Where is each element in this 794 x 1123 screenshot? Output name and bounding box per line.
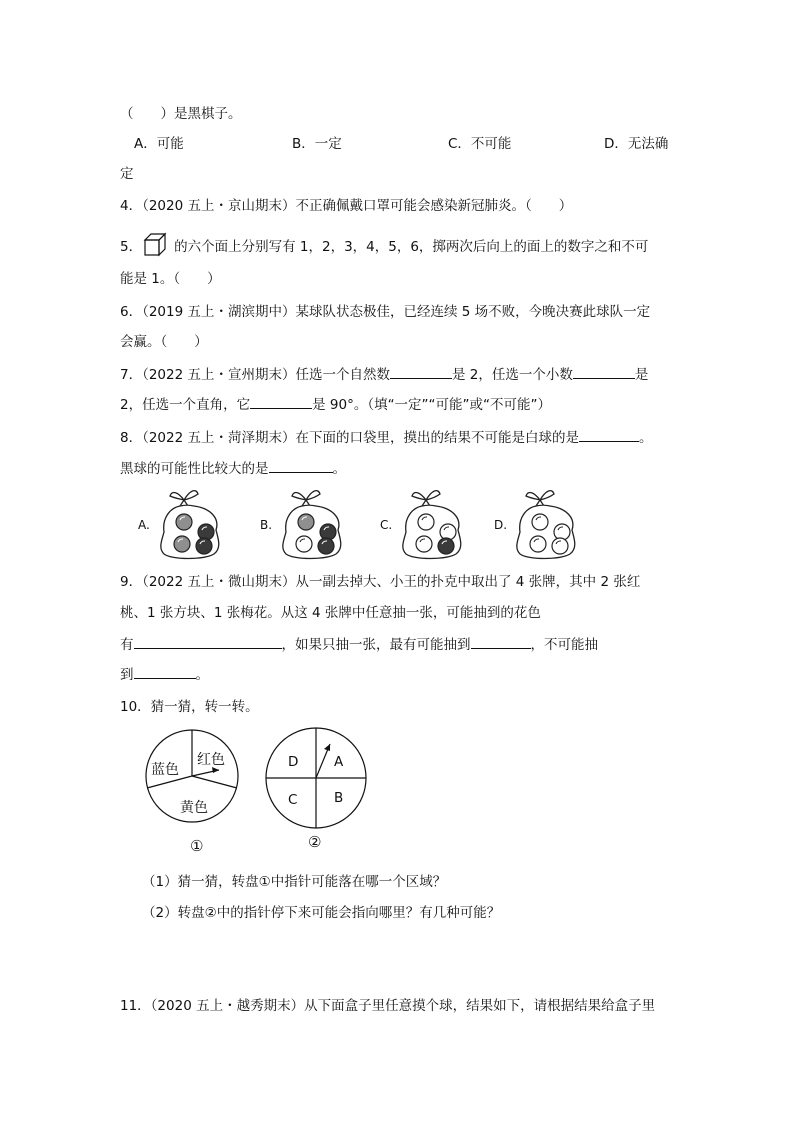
- q9-line2: 桃、1 张方块、1 张梅花。从这 4 张牌中任意抽一张，可能抽到的花色: [120, 605, 541, 621]
- spinner-1-region-blue: 蓝色: [151, 762, 179, 778]
- q8-blank-2[interactable]: [269, 458, 333, 473]
- q4-text: 4．（2020 五上・京山期末）不正确佩戴口罩可能会感染新冠肺炎。（ ）: [120, 198, 573, 214]
- ball-gray: [298, 514, 314, 530]
- q6-line2: 会赢。（ ）: [120, 334, 208, 350]
- q10-sub-question-1: （1）猜一猜，转盘①中指针可能落在哪一个区域？: [142, 874, 447, 890]
- bag-c[interactable]: [396, 484, 466, 560]
- spinner-2-region-d: D: [288, 754, 299, 770]
- ball-white: [418, 514, 434, 530]
- q5-number: 5．: [120, 239, 143, 255]
- ball-black: [320, 524, 336, 540]
- q8-blank-1[interactable]: [579, 427, 639, 442]
- q5-text: 的六个面上分别写有 1，2，3，4，5，6，掷两次后向上的面上的数字之和不可: [174, 239, 649, 255]
- q7-blank-2[interactable]: [573, 364, 635, 379]
- q9-blank-3[interactable]: [134, 664, 196, 679]
- q7-blank-3[interactable]: [250, 394, 312, 409]
- spinner-2[interactable]: [264, 726, 368, 830]
- bag-tie-icon: [412, 491, 440, 506]
- bag-label-c: C.: [380, 518, 393, 532]
- bag-tie-icon: [526, 491, 554, 506]
- q8-line2: [120, 458, 346, 479]
- ball-white: [440, 524, 456, 540]
- q3-stem-tail: （ ）是黑棋子。: [120, 106, 242, 122]
- q5-line1: [120, 235, 648, 257]
- q5-line2: 能是 1。（ ）: [120, 271, 221, 287]
- q7-text-c: 是: [634, 367, 649, 383]
- q9-text-c: ，不可能抽: [530, 637, 598, 653]
- ball-white: [296, 536, 312, 552]
- spinner-2-region-c: C: [288, 792, 298, 808]
- ball-black: [318, 538, 334, 554]
- spinner-1-region-red: 红色: [197, 752, 225, 768]
- q7-text-a: 7．（2022 五上・宣州期末）任选一个自然数: [120, 367, 390, 383]
- q8-text-d: 。: [332, 461, 346, 477]
- q8-text-c: 黑球的可能性比较大的是: [120, 461, 269, 477]
- ball-white: [416, 536, 432, 552]
- q9-blank-2[interactable]: [471, 634, 531, 649]
- q10-title: 10．猜一猜，转一转。: [120, 699, 259, 715]
- bag-label-d: D.: [494, 518, 508, 532]
- spinner-2-region-b: B: [334, 790, 344, 806]
- bag-label-a: A.: [138, 518, 150, 532]
- bag-tie-icon: [292, 491, 320, 506]
- bag-d[interactable]: [510, 484, 580, 560]
- ball-white: [552, 538, 568, 554]
- spinner-1-region-yellow: 黄色: [180, 800, 208, 816]
- q9-text-d: 到: [120, 667, 134, 683]
- q8-text-b: 。: [639, 430, 653, 446]
- ball-white: [530, 536, 546, 552]
- q10-sub-question-2: （2）转盘②中的指针停下来可能会指向哪里？有几种可能？: [142, 905, 501, 921]
- q11-text: 11．（2020 五上・越秀期末）从下面盒子里任意摸个球，结果如下，请根据结果给盒子里: [120, 998, 656, 1014]
- q9-line3: [120, 634, 598, 655]
- q7-text-b: 是 2，任选一个小数: [452, 367, 573, 383]
- q3-option-d-tail: 定: [120, 166, 134, 182]
- q6-line1: 6．（2019 五上・湖滨期中）某球队状态极佳，已经连续 5 场不败，今晚决赛此球队一定: [120, 304, 651, 320]
- ball-black: [196, 538, 212, 554]
- q9-line1: 9．（2022 五上・微山期末）从一副去掉大、小王的扑克中取出了 4 张牌，其中 2 张红: [120, 574, 641, 590]
- bag-label-b: B.: [260, 518, 273, 532]
- q3-option-c[interactable]: C．不可能: [448, 136, 512, 152]
- q9-text-e: 。: [195, 667, 209, 683]
- cube-icon: [142, 235, 168, 257]
- ball-black: [438, 538, 454, 554]
- q7-blank-1[interactable]: [390, 364, 452, 379]
- spinner-2-region-a: A: [334, 754, 344, 770]
- q7-line2: [120, 394, 551, 415]
- q8-line1: [120, 427, 653, 448]
- q7-line1: [120, 364, 648, 385]
- q7-text-d: 2，任选一个直角，它: [120, 397, 251, 413]
- bag-a[interactable]: [154, 484, 224, 560]
- q3-option-a[interactable]: A．可能: [134, 136, 184, 152]
- q9-blank-1[interactable]: [134, 634, 282, 649]
- ball-gray: [174, 536, 190, 552]
- q3-option-b[interactable]: B．一定: [292, 136, 342, 152]
- bag-tie-icon: [170, 491, 198, 506]
- q8-text-a: 8．（2022 五上・菏泽期末）在下面的口袋里，摸出的结果不可能是白球的是: [120, 430, 579, 446]
- spinner-1-caption: ①: [190, 837, 204, 855]
- ball-white: [532, 514, 548, 530]
- spinner-2-caption: ②: [308, 833, 322, 851]
- ball-gray: [176, 514, 192, 530]
- q9-text-a: 有: [120, 637, 134, 653]
- q3-option-d[interactable]: D．无法确: [604, 136, 669, 152]
- q9-text-b: ，如果只抽一张，最有可能抽到: [281, 637, 471, 653]
- ball-white: [554, 524, 570, 540]
- bag-b[interactable]: [276, 484, 346, 560]
- q7-text-e: 是 90°。（填“一定”“可能”或“不可能”）: [312, 397, 552, 413]
- q9-line4: [120, 664, 209, 685]
- ball-black: [198, 524, 214, 540]
